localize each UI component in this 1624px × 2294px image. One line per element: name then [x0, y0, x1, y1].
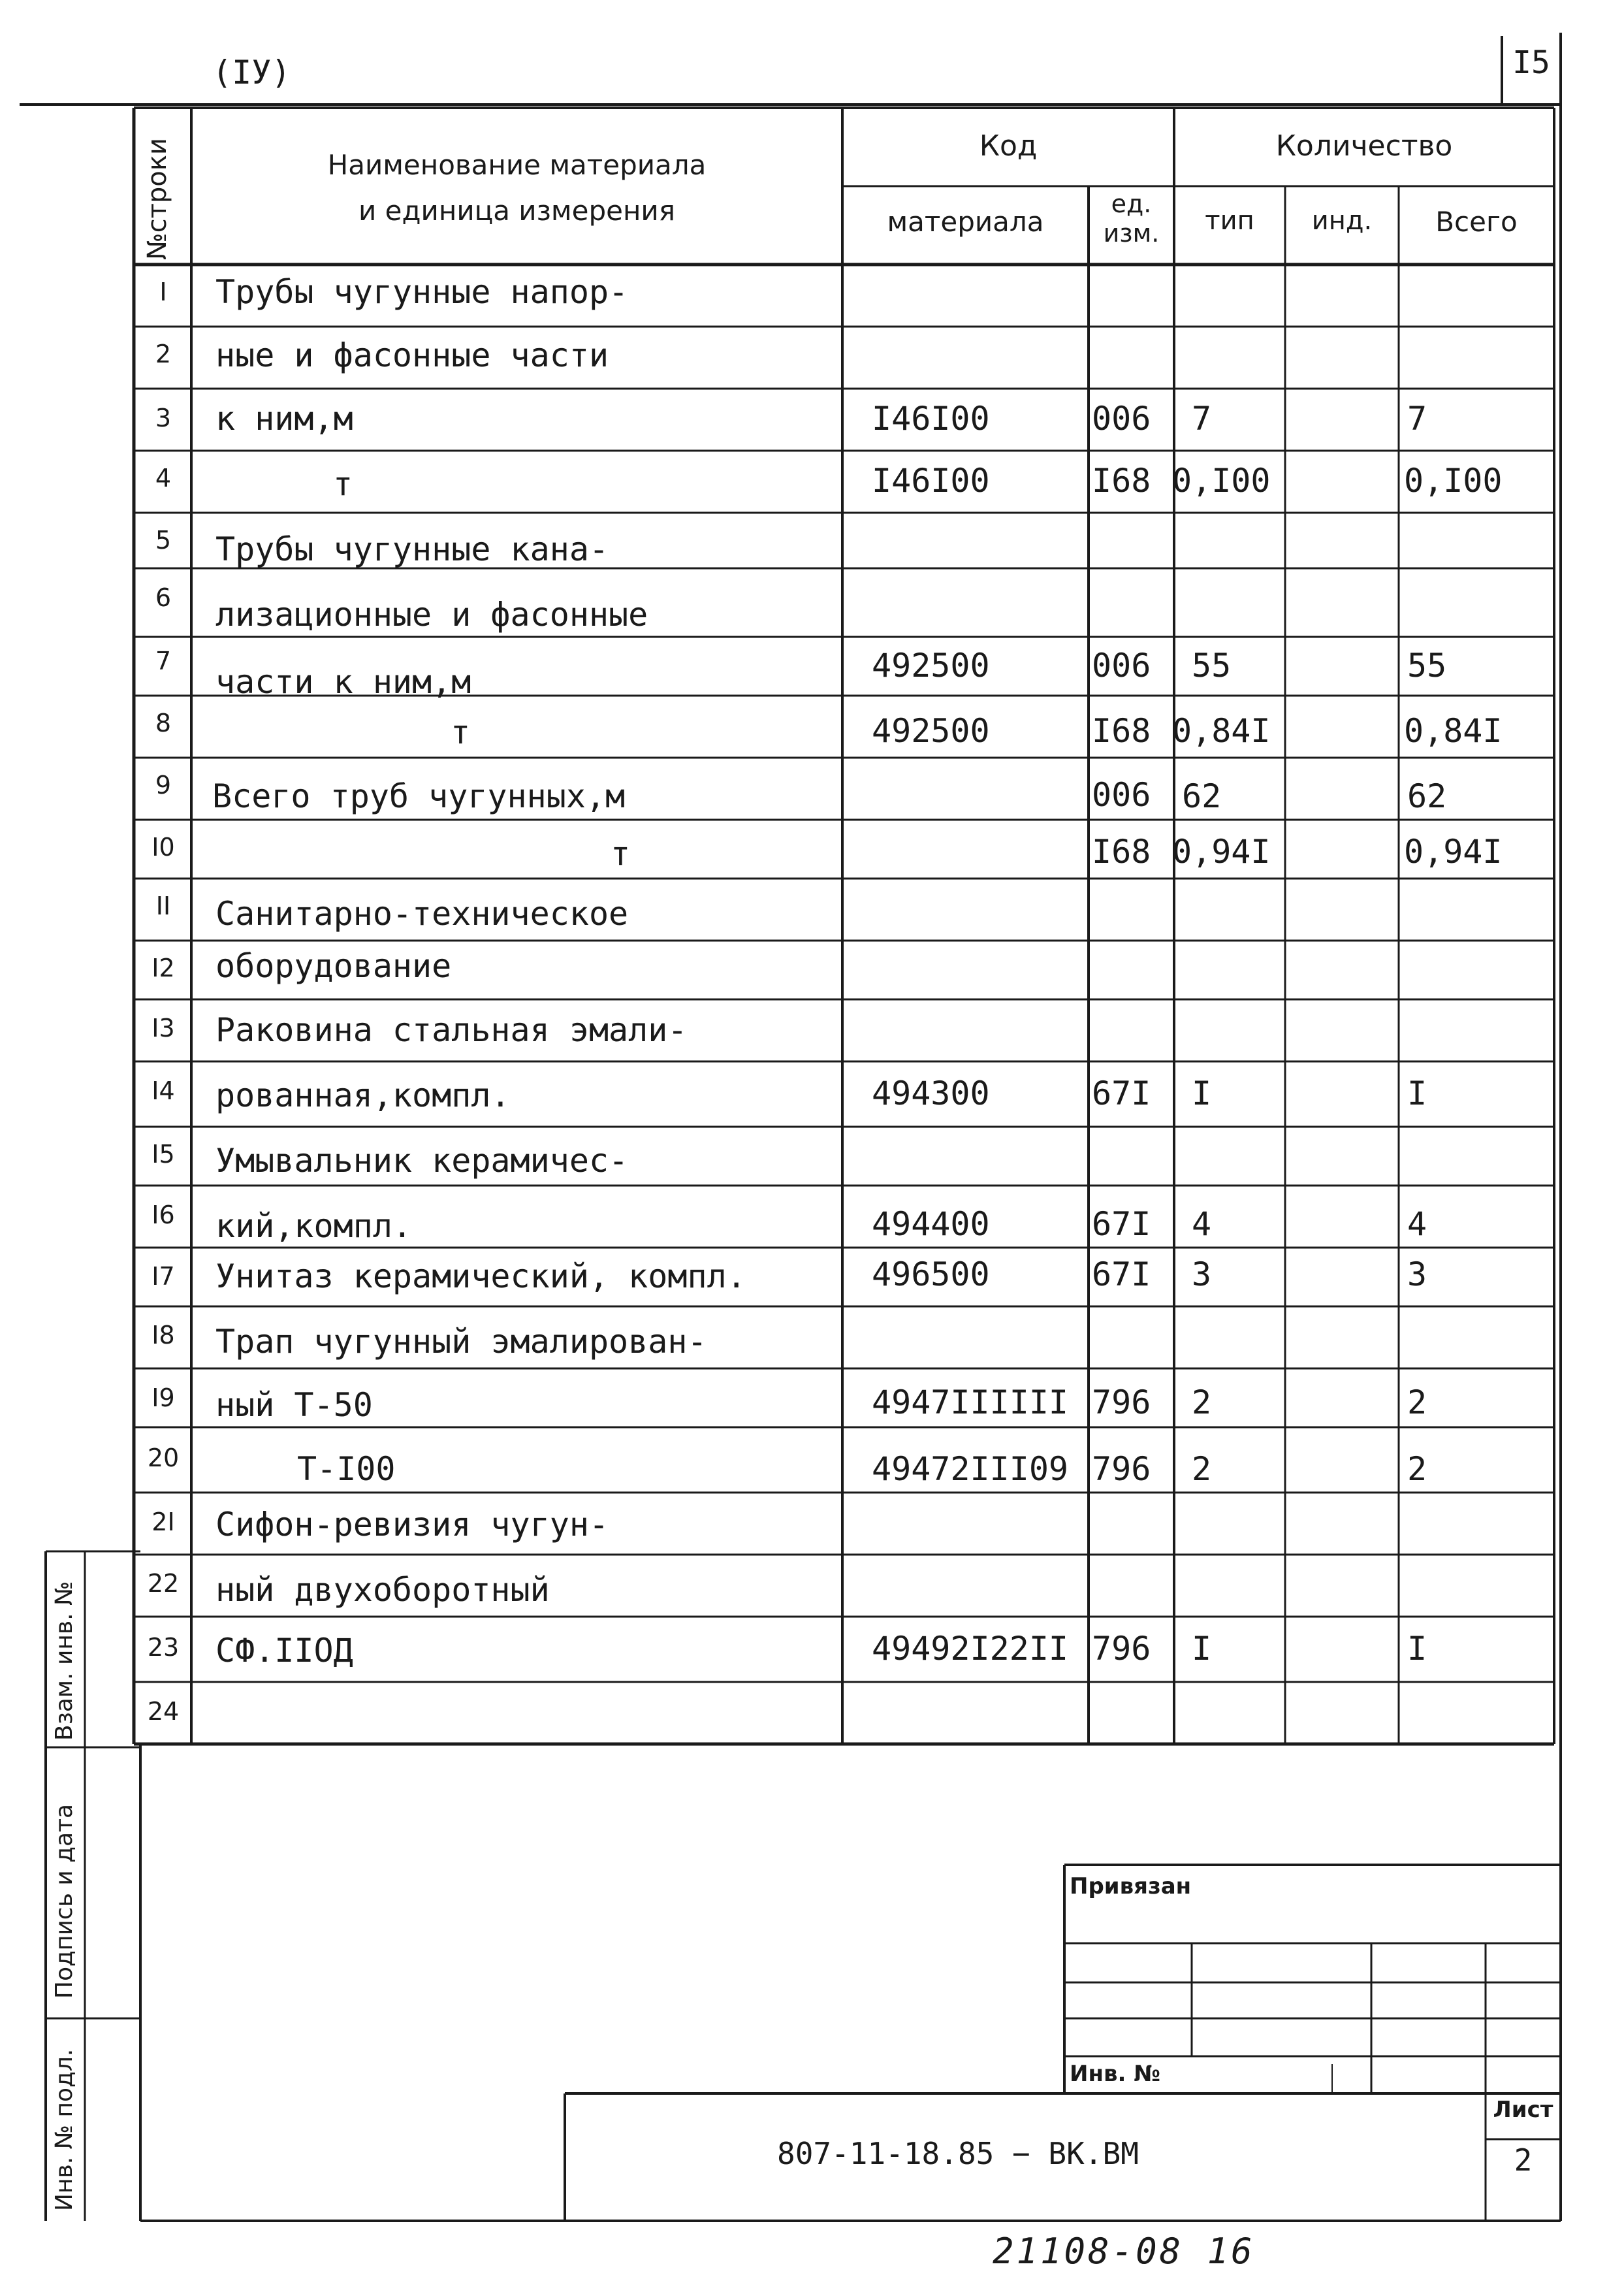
- row-number: 6: [155, 583, 172, 612]
- quantity-total: 4: [1407, 1205, 1427, 1243]
- material-name: т: [451, 713, 471, 751]
- quantity-total: 3: [1407, 1255, 1427, 1293]
- footer-registration-number: 21108-08 16: [993, 2231, 1255, 2272]
- material-name: лизационные и фасонные: [215, 596, 648, 634]
- code-unit-header-line2: изм.: [1103, 219, 1160, 248]
- quantity-total: I: [1407, 1630, 1427, 1668]
- quantity-type: 55: [1192, 647, 1232, 685]
- material-name: Раковина стальная эмали-: [215, 1011, 688, 1049]
- row-number: 24: [147, 1697, 180, 1726]
- quantity-total: I: [1407, 1074, 1427, 1112]
- unit-code: 006: [1092, 400, 1151, 438]
- unit-code: 796: [1092, 1450, 1151, 1488]
- material-code: I46I00: [872, 400, 990, 438]
- quantity-total: 2: [1407, 1450, 1427, 1488]
- quantity-type: 4: [1192, 1205, 1212, 1243]
- material-name: оборудование: [215, 947, 452, 985]
- quantity-type: 0,I00: [1172, 462, 1271, 500]
- unit-code: 796: [1092, 1383, 1151, 1421]
- material-name: т: [333, 465, 353, 503]
- row-number: I8: [151, 1321, 175, 1349]
- quantity-type: 2: [1192, 1383, 1212, 1421]
- material-name: ные и фасонные части: [215, 336, 609, 374]
- material-name: кий,компл.: [215, 1207, 413, 1245]
- material-name: т: [611, 835, 631, 873]
- material-name: Всего труб чугунных,м: [212, 777, 626, 815]
- quantity-total: 62: [1407, 777, 1447, 815]
- unit-code: 67I: [1092, 1255, 1151, 1293]
- replacement-inventory-number-label: Взам. инв. №: [51, 1581, 78, 1741]
- unit-code: 006: [1092, 776, 1151, 814]
- document-code: 807-11-18.85 − ВК.ВМ: [777, 2136, 1139, 2171]
- material-code: 492500: [872, 712, 990, 750]
- quantity-type: 0,84I: [1172, 712, 1271, 750]
- quantity-total: 2: [1407, 1383, 1427, 1421]
- material-name: Трубы чугунные напор-: [215, 273, 629, 311]
- row-number: 22: [147, 1569, 180, 1598]
- material-name: Трубы чугунные кана-: [215, 530, 609, 568]
- sheet-number: 2: [1514, 2142, 1533, 2178]
- sheet-corner-number: I5: [1512, 44, 1550, 81]
- row-number: 23: [147, 1633, 180, 1662]
- quantity-type-header: тип: [1205, 206, 1254, 236]
- row-number: 4: [155, 464, 172, 493]
- row-number: 20: [147, 1444, 180, 1472]
- quantity-type: 62: [1182, 777, 1222, 815]
- quantity-type: 2: [1192, 1450, 1212, 1488]
- quantity-group-header: Количество: [1275, 129, 1453, 163]
- sheet-label: Лист: [1493, 2097, 1553, 2123]
- row-number-header: №строки: [142, 138, 172, 260]
- code-unit-header-line1: ед.: [1111, 189, 1152, 218]
- row-number: I6: [151, 1201, 175, 1229]
- code-material-header: материала: [887, 206, 1044, 238]
- row-number: 5: [155, 526, 172, 555]
- material-name: Т-I00: [297, 1450, 396, 1488]
- unit-code: I68: [1092, 462, 1151, 500]
- material-name: к ним,м: [215, 400, 353, 438]
- unit-code: I68: [1092, 833, 1151, 871]
- material-name: Умывальник керамичес-: [215, 1142, 629, 1180]
- row-number: I4: [151, 1076, 175, 1105]
- unit-code: 67I: [1092, 1074, 1151, 1112]
- row-number: 3: [155, 404, 172, 432]
- quantity-type: I: [1192, 1630, 1212, 1668]
- material-code: 492500: [872, 647, 990, 685]
- material-name: ный Т-50: [215, 1386, 373, 1424]
- row-number: I0: [151, 833, 175, 862]
- quantity-total: 0,94I: [1404, 833, 1503, 871]
- quantity-type: 0,94I: [1172, 833, 1271, 871]
- row-number: II: [155, 892, 171, 920]
- material-code: 496500: [872, 1255, 990, 1293]
- material-code: 494300: [872, 1074, 990, 1112]
- quantity-total: 55: [1407, 647, 1447, 685]
- unit-code: 796: [1092, 1630, 1151, 1668]
- material-code: 49472III09: [872, 1450, 1069, 1488]
- material-name: Унитаз керамический, компл.: [215, 1257, 746, 1295]
- code-group-header: Код: [979, 129, 1038, 163]
- unit-code: 006: [1092, 647, 1151, 685]
- quantity-type: I: [1192, 1074, 1212, 1112]
- row-number: 8: [155, 709, 172, 737]
- material-name: ный двухоборотный: [215, 1571, 550, 1609]
- attached-label: Привязан: [1070, 1873, 1192, 1899]
- section-mark: (IУ): [212, 54, 291, 91]
- material-code: 4947IIIIII: [872, 1383, 1069, 1421]
- material-code: 49492I22II: [872, 1630, 1069, 1668]
- quantity-ind-header: инд.: [1311, 206, 1373, 236]
- name-header-line1: Наименование материала: [327, 149, 707, 181]
- material-name: Трап чугунный эмалирован-: [215, 1323, 707, 1361]
- material-code: I46I00: [872, 462, 990, 500]
- unit-code: 67I: [1092, 1205, 1151, 1243]
- original-inventory-number-label: Инв. № подл.: [51, 2048, 78, 2211]
- row-number: 9: [155, 771, 172, 800]
- row-number: I9: [151, 1383, 175, 1412]
- quantity-type: 3: [1192, 1255, 1212, 1293]
- material-code: 494400: [872, 1205, 990, 1243]
- row-number: I: [159, 278, 167, 306]
- quantity-total: 7: [1407, 400, 1427, 438]
- material-name: части к ним,м: [215, 663, 471, 701]
- row-number: I5: [151, 1140, 175, 1169]
- quantity-total: 0,I00: [1404, 462, 1503, 500]
- row-number: 2I: [151, 1508, 175, 1536]
- signature-date-label: Подпись и дата: [51, 1803, 78, 1999]
- row-number: I2: [151, 954, 175, 982]
- name-header-line2: и единица измерения: [358, 195, 675, 227]
- row-number: I3: [151, 1014, 175, 1042]
- material-name: Сифон-ревизия чугун-: [215, 1506, 609, 1543]
- quantity-total: 0,84I: [1404, 712, 1503, 750]
- quantity-type: 7: [1192, 400, 1212, 438]
- quantity-total-header: Всего: [1435, 206, 1518, 238]
- row-number: 2: [155, 340, 172, 368]
- material-name: рованная,компл.: [215, 1076, 511, 1114]
- unit-code: I68: [1092, 712, 1151, 750]
- inventory-number-label: Инв. №: [1070, 2061, 1161, 2087]
- row-number: I7: [151, 1262, 175, 1291]
- material-name: СФ.IIОД: [215, 1632, 353, 1670]
- row-number: 7: [155, 647, 172, 675]
- material-name: Санитарно-техническое: [215, 895, 629, 933]
